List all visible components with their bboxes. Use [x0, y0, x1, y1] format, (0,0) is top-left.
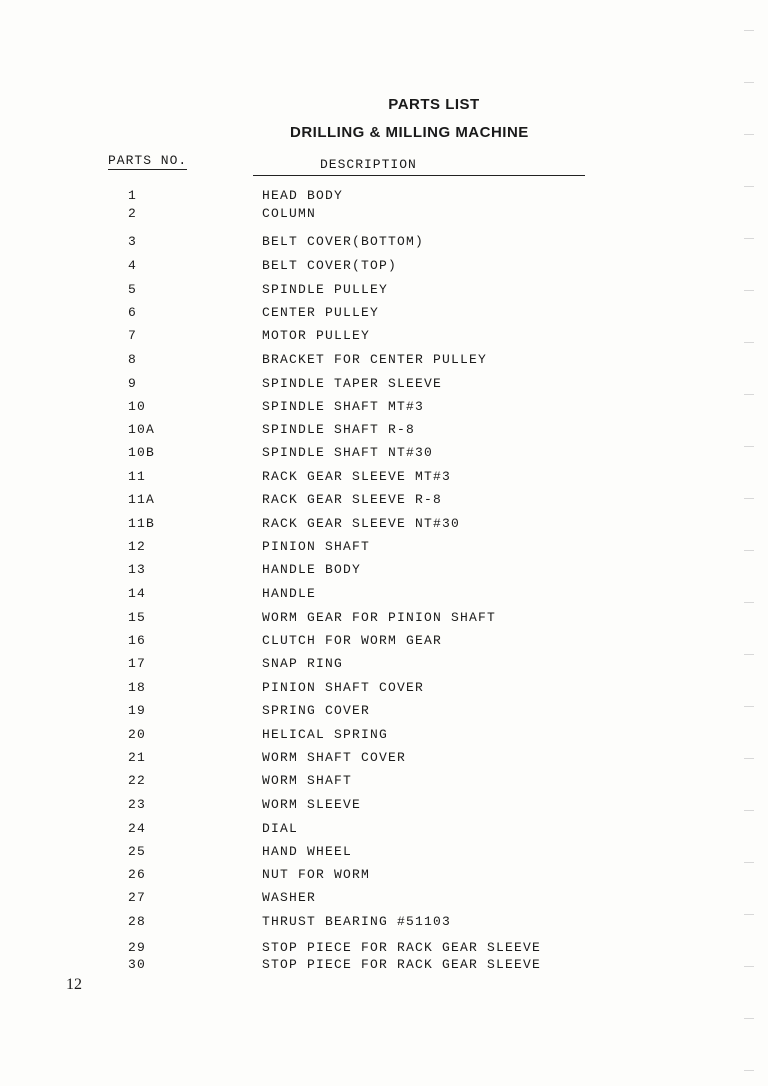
part-number: 16: [128, 633, 147, 648]
part-description: SPINDLE SHAFT MT#3: [262, 399, 425, 414]
part-number: 18: [128, 680, 147, 695]
part-description: HEAD BODY: [262, 188, 344, 203]
table-row: [0, 844, 768, 862]
column-header-description: DESCRIPTION: [320, 157, 417, 172]
table-row: [0, 656, 768, 674]
table-row: [0, 773, 768, 791]
part-description: RACK GEAR SLEEVE NT#30: [262, 516, 461, 531]
table-row: [0, 352, 768, 370]
part-description: HELICAL SPRING: [262, 727, 389, 742]
edge-tick-mark: [744, 134, 754, 135]
part-description: SPINDLE PULLEY: [262, 282, 389, 297]
part-number: 4: [128, 258, 138, 273]
table-row: [0, 469, 768, 487]
part-number: 27: [128, 890, 147, 905]
edge-tick-mark: [744, 602, 754, 603]
table-row: [0, 328, 768, 346]
part-number: 10: [128, 399, 147, 414]
page-edge-marks: [738, 0, 768, 1086]
part-number: 13: [128, 562, 147, 577]
table-row: [0, 516, 768, 534]
table-row: [0, 586, 768, 604]
part-description: PINION SHAFT: [262, 539, 371, 554]
table-row: [0, 562, 768, 580]
table-row: [0, 940, 768, 958]
part-number: 8: [128, 352, 138, 367]
table-row: [0, 957, 768, 975]
part-number: 10A: [128, 422, 156, 437]
part-description: COLUMN: [262, 206, 317, 221]
part-number: 23: [128, 797, 147, 812]
table-row: [0, 821, 768, 839]
part-description: HAND WHEEL: [262, 844, 353, 859]
part-description: SPRING COVER: [262, 703, 371, 718]
edge-tick-mark: [744, 654, 754, 655]
table-row: [0, 750, 768, 768]
part-number: 3: [128, 234, 138, 249]
part-number: 25: [128, 844, 147, 859]
part-description: CENTER PULLEY: [262, 305, 380, 320]
table-row: [0, 539, 768, 557]
part-number: 30: [128, 957, 147, 972]
part-description: STOP PIECE FOR RACK GEAR SLEEVE: [262, 940, 542, 955]
part-number: 1: [128, 188, 138, 203]
part-number: 19: [128, 703, 147, 718]
part-number: 11B: [128, 516, 156, 531]
part-description: NUT FOR WORM: [262, 867, 371, 882]
part-number: 14: [128, 586, 147, 601]
edge-tick-mark: [744, 186, 754, 187]
edge-tick-mark: [744, 966, 754, 967]
part-description: SPINDLE TAPER SLEEVE: [262, 376, 443, 391]
page-title: PARTS LIST: [388, 96, 480, 113]
part-description: WORM SLEEVE: [262, 797, 362, 812]
part-number: 11: [128, 469, 147, 484]
part-number: 6: [128, 305, 138, 320]
part-description: PINION SHAFT COVER: [262, 680, 425, 695]
part-number: 22: [128, 773, 147, 788]
table-row: [0, 727, 768, 745]
table-row: [0, 867, 768, 885]
part-description: HANDLE BODY: [262, 562, 362, 577]
part-description: WORM SHAFT: [262, 773, 353, 788]
part-number: 26: [128, 867, 147, 882]
part-number: 21: [128, 750, 147, 765]
edge-tick-mark: [744, 82, 754, 83]
table-row: [0, 492, 768, 510]
page-number: 12: [66, 976, 82, 993]
table-row: [0, 376, 768, 394]
part-number: 29: [128, 940, 147, 955]
part-description: CLUTCH FOR WORM GEAR: [262, 633, 443, 648]
edge-tick-mark: [744, 810, 754, 811]
edge-tick-mark: [744, 758, 754, 759]
edge-tick-mark: [744, 446, 754, 447]
table-row: [0, 206, 768, 224]
page-subtitle: DRILLING & MILLING MACHINE: [290, 124, 529, 141]
table-row: [0, 399, 768, 417]
part-description: RACK GEAR SLEEVE MT#3: [262, 469, 452, 484]
part-number: 7: [128, 328, 138, 343]
table-row: [0, 680, 768, 698]
part-number: 11A: [128, 492, 156, 507]
part-description: SPINDLE SHAFT R-8: [262, 422, 416, 437]
part-number: 24: [128, 821, 147, 836]
edge-tick-mark: [744, 342, 754, 343]
edge-tick-mark: [744, 290, 754, 291]
table-row: [0, 703, 768, 721]
edge-tick-mark: [744, 914, 754, 915]
part-number: 2: [128, 206, 138, 221]
table-row: [0, 422, 768, 440]
table-row: [0, 188, 768, 206]
part-number: 9: [128, 376, 138, 391]
column-header-parts-no: PARTS NO.: [108, 153, 188, 168]
part-description: RACK GEAR SLEEVE R-8: [262, 492, 443, 507]
edge-tick-mark: [744, 862, 754, 863]
part-number: 15: [128, 610, 147, 625]
part-number: 28: [128, 914, 147, 929]
part-number: 20: [128, 727, 147, 742]
part-description: WORM SHAFT COVER: [262, 750, 407, 765]
edge-tick-mark: [744, 550, 754, 551]
edge-tick-mark: [744, 30, 754, 31]
table-row: [0, 258, 768, 276]
edge-tick-mark: [744, 1070, 754, 1071]
part-number: 5: [128, 282, 138, 297]
table-row: [0, 610, 768, 628]
part-description: BELT COVER(TOP): [262, 258, 398, 273]
table-row: [0, 914, 768, 932]
part-description: MOTOR PULLEY: [262, 328, 371, 343]
table-row: [0, 282, 768, 300]
part-number: 17: [128, 656, 147, 671]
part-description: BELT COVER(BOTTOM): [262, 234, 425, 249]
part-description: HANDLE: [262, 586, 317, 601]
table-row: [0, 890, 768, 908]
part-description: THRUST BEARING #51103: [262, 914, 452, 929]
edge-tick-mark: [744, 1018, 754, 1019]
table-row: [0, 633, 768, 651]
edge-tick-mark: [744, 394, 754, 395]
part-number: 12: [128, 539, 147, 554]
table-row: [0, 445, 768, 463]
table-row: [0, 234, 768, 252]
edge-tick-mark: [744, 706, 754, 707]
part-description: WASHER: [262, 890, 317, 905]
edge-tick-mark: [744, 238, 754, 239]
part-description: DIAL: [262, 821, 299, 836]
part-description: WORM GEAR FOR PINION SHAFT: [262, 610, 497, 625]
edge-tick-mark: [744, 498, 754, 499]
table-row: [0, 305, 768, 323]
part-description: SNAP RING: [262, 656, 344, 671]
part-description: SPINDLE SHAFT NT#30: [262, 445, 434, 460]
table-row: [0, 797, 768, 815]
part-description: STOP PIECE FOR RACK GEAR SLEEVE: [262, 957, 542, 972]
part-description: BRACKET FOR CENTER PULLEY: [262, 352, 488, 367]
part-number: 10B: [128, 445, 156, 460]
